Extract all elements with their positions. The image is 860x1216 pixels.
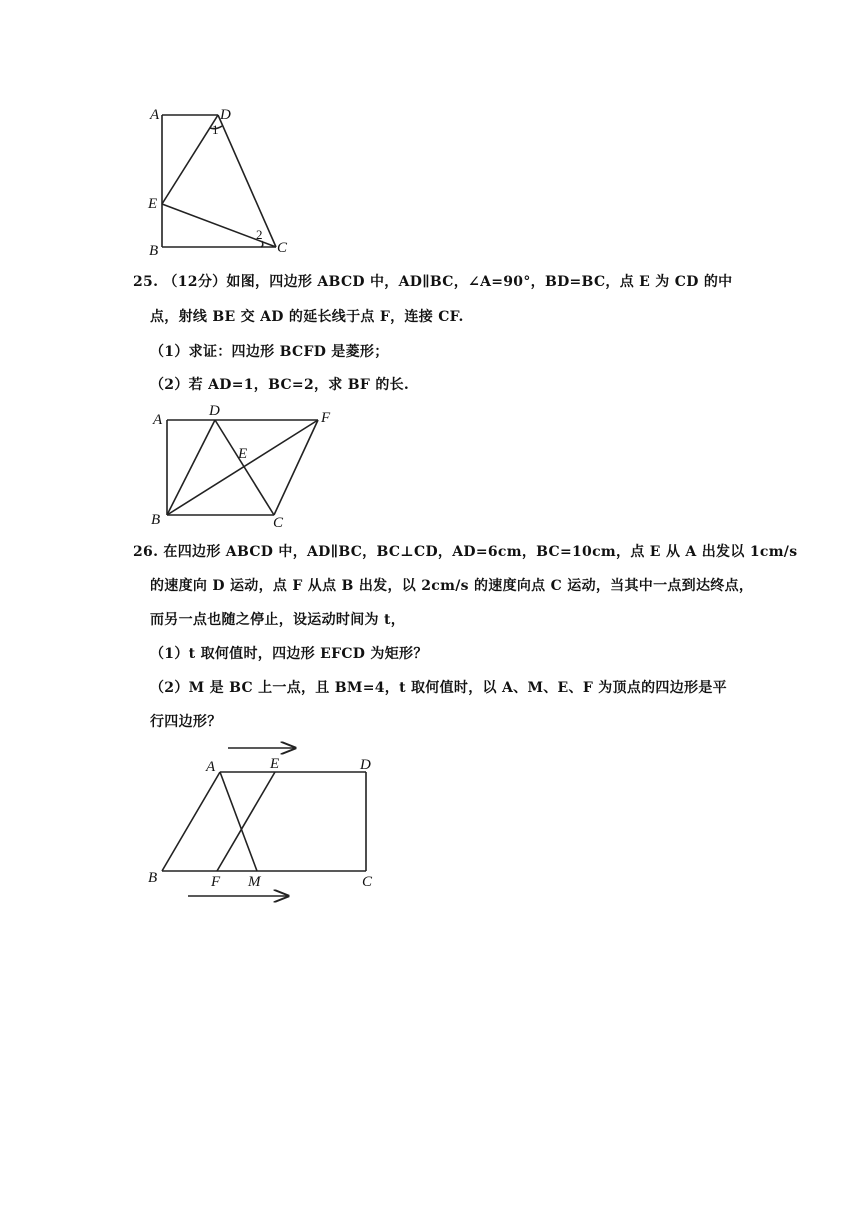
angle-1-label: 1 [212,122,219,137]
q26-part2b: 行四边形？ [150,714,222,730]
figure-q25 [145,400,345,530]
label-F: F [211,874,221,890]
label-A: A [153,412,163,428]
label-F: F [321,410,331,426]
label-E: E [148,196,158,212]
label-A: A [150,107,160,123]
q26-line2: 的速度向 D 运动，点 F 从点 B 出发，以 2cm/s 的速度向点 C 运动，当其中一点到达终点， [150,578,754,594]
label-E: E [238,446,248,462]
q26-part2a: （2）M 是 BC 上一点，且 BM=4，t 取何值时，以 A、M、E、F 为顶点的四边形是平 [150,680,727,696]
segment-DC [218,115,276,247]
label-M: M [248,874,261,890]
label-D: D [220,107,231,123]
q26-line3: 而另一点也随之停止，设运动时间为 t， [150,612,406,628]
label-C: C [273,515,284,530]
figure-q24-svg [140,100,300,260]
q25-part1: （1）求证：四边形 BCFD 是菱形； [150,344,389,360]
label-C: C [277,240,288,256]
q26-part1: （1）t 取何值时，四边形 EFCD 为矩形？ [150,646,428,662]
segment-DE [162,115,218,204]
q25-part2: （2）若 AD=1，BC=2，求 BF 的长. [150,377,410,393]
label-B: B [151,512,161,528]
q26-line1: 26. 在四边形 ABCD 中，AD∥BC，BC⊥CD，AD=6cm，BC=10cm，点 E 从 A 出发以 1cm/s [133,544,798,560]
label-A: A [206,759,216,775]
figure-q25-svg [145,400,345,530]
figure-q26-svg [140,735,400,905]
figure-q24 [140,100,300,260]
label-D: D [209,403,220,419]
label-E: E [270,756,280,772]
q25-line2: 点，射线 BE 交 AD 的延长线于点 F，连接 CF. [150,309,464,325]
label-B: B [149,243,159,259]
angle-2-label: 2 [256,227,263,242]
segment-DC [215,420,274,515]
figure-q26 [140,735,400,905]
label-D: D [360,757,371,773]
label-C: C [362,874,373,890]
label-B: B [148,870,158,886]
segment-AB [162,772,220,871]
q25-line1: 25. （12分）如图，四边形 ABCD 中，AD∥BC，∠A=90°，BD=BC，点 E 为 CD 的中 [133,274,733,290]
